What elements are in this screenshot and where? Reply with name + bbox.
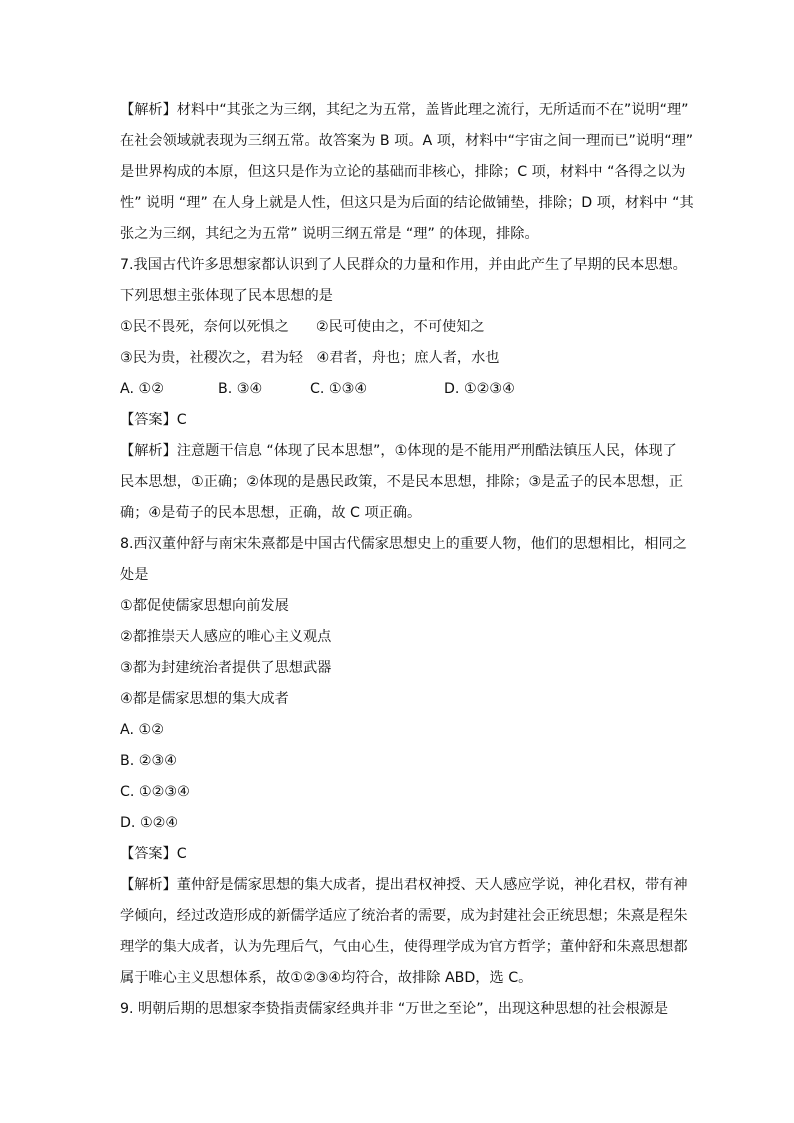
answer-label: 【答案】C (120, 412, 187, 428)
option-d: D. ①②③④ (444, 381, 515, 397)
text-line: 属于唯心主义思想体系，故①②③④均符合，故排除 ABD，选 C。 (120, 970, 533, 986)
text-line: 是世界构成的本原，但这只是作为立论的基础而非核心，排除；C 项，材料中 “各得之以为 (120, 164, 686, 180)
question-8-statement: ④都是儒家思想的集大成者 (120, 691, 289, 707)
option-d: D. ①②④ (120, 815, 179, 831)
text-line: 确；④是荀子的民本思想，正确，故 C 项正确。 (120, 505, 422, 521)
question-8-statement: ①都促使儒家思想向前发展 (120, 598, 289, 614)
text-line: 【解析】材料中“其张之为三纲，其纪之为五常，盖皆此理之流行，无所适而不在”说明“理” (120, 102, 689, 118)
question-7-stem: 下列思想主张体现了民本思想的是 (120, 288, 333, 304)
text-line: 性” 说明 “理” 在人身上就是人性，但这只是为后面的结论做铺垫，排除；D 项，材料中 “其 (120, 195, 694, 211)
question-8-statement: ②都推崇天人感应的唯心主义观点 (120, 629, 332, 645)
question-8-statement: ③都为封建统治者提供了思想武器 (120, 660, 332, 676)
question-8-stem: 8.西汉董仲舒与南宋朱熹都是中国古代儒家思想史上的重要人物，他们的思想相比，相同之 (120, 536, 687, 552)
option-b: B. ③④ (218, 381, 263, 397)
option-b: B. ②③④ (120, 753, 177, 769)
answer-label: 【答案】C (120, 846, 187, 862)
option-a: A. ①② (120, 381, 164, 397)
question-8-stem: 处是 (120, 567, 149, 583)
text-line: 民本思想，①正确；②体现的是愚民政策，不是民本思想，排除；③是孟子的民本思想，正 (120, 474, 684, 490)
question-9-stem: 9. 明朝后期的思想家李贽指责儒家经典并非 “万世之至论”，出现这种思想的社会根源是 (120, 1001, 669, 1017)
text-line: 理学的集大成者，认为先理后气，气由心生，使得理学成为官方哲学；董仲舒和朱熹思想都 (120, 939, 688, 955)
text-line: 学倾向，经过改造形成的新儒学适应了统治者的需要，成为封建社会正统思想；朱熹是程朱 (120, 908, 688, 924)
option-c: C. ①③④ (310, 381, 368, 397)
option-a: A. ①② (120, 722, 164, 738)
question-7-statements: ①民不畏死，奈何以死惧之 ②民可使由之，不可使知之 (120, 319, 485, 335)
text-line: 【解析】董仲舒是儒家思想的集大成者，提出君权神授、天人感应学说，神化君权，带有神 (120, 877, 688, 893)
text-line: 【解析】注意题干信息 “体现了民本思想”，①体现的是不能用严刑酷法镇压人民，体现了 (120, 443, 677, 459)
question-7-stem: 7.我国古代许多思想家都认识到了人民群众的力量和作用，并由此产生了早期的民本思想。 (120, 257, 687, 273)
option-c: C. ①②③④ (120, 784, 190, 800)
text-line: 在社会领域就表现为三纲五常。故答案为 B 项。A 项，材料中“宇宙之间一理而已”说明“理” (120, 133, 694, 149)
text-line: 张之为三纲，其纪之为五常” 说明三纲五常是 “理” 的体现，排除。 (120, 226, 539, 242)
question-7-options (120, 374, 690, 405)
document-body (120, 95, 694, 1025)
question-7-statements: ③民为贵，社稷次之，君为轻 ④君者，舟也；庶人者，水也 (120, 350, 500, 366)
